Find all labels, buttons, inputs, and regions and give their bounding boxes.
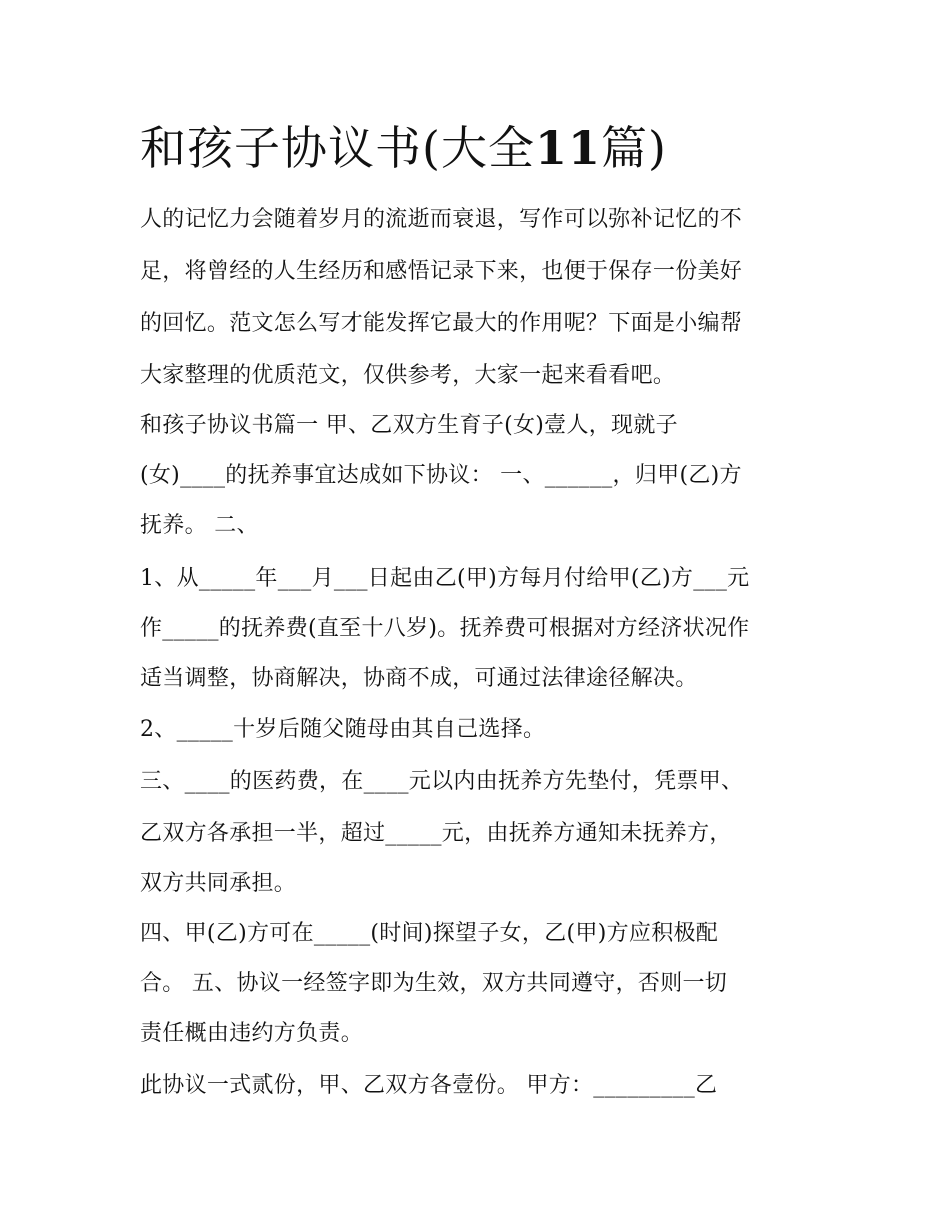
paragraph-line: (女)____的抚养事宜达成如下协议： 一、______，归甲(乙)方	[140, 463, 742, 488]
paragraph-line: 责任概由违约方负责。	[140, 1021, 364, 1046]
paragraph-line: 四、甲(乙)方可在_____(时间)探望子女，乙(甲)方应积极配	[140, 921, 719, 946]
paragraph-line: 人的记忆力会随着岁月的流逝而衰退，写作可以弥补记忆的不	[140, 207, 743, 232]
title-number: 11	[534, 121, 601, 175]
paragraph-line: 的回忆。范文怎么写才能发挥它最大的作用呢？下面是小编帮	[140, 311, 743, 336]
paragraph-line: 1、从_____年___月___日起由乙(甲)方每月付给甲(乙)方___元	[140, 566, 750, 591]
paragraph-line: 双方共同承担。	[140, 871, 297, 896]
paragraph-line: 乙双方各承担一半，超过_____元，由抚养方通知未抚养方，	[140, 821, 732, 846]
paragraph-line: 足，将曾经的人生经历和感悟记录下来，也便于保存一份美好	[140, 259, 743, 284]
paragraph-line: 三、____的医药费，在____元以内由抚养方先垫付，凭票甲、	[140, 769, 744, 794]
title-main: 和孩子协议书(大全	[140, 121, 535, 175]
title-end: 篇)	[600, 121, 667, 175]
paragraph-line: 抚养。 二、	[140, 513, 259, 538]
paragraph-line: 合。 五、协议一经签字即为生效，双方共同遵守，否则一切	[140, 971, 728, 996]
paragraph-line: 大家整理的优质范文，仅供参考，大家一起来看看吧。	[140, 363, 676, 388]
paragraph-line: 2、_____十岁后随父随母由其自己选择。	[140, 717, 546, 742]
paragraph-line: 作_____的抚养费(直至十八岁)。抚养费可根据对方经济状况作	[140, 616, 750, 641]
document-title	[140, 118, 667, 178]
paragraph-line: 和孩子协议书篇一 甲、乙双方生育子(女)壹人，现就子	[140, 413, 678, 438]
paragraph-line: 此协议一式贰份，甲、乙双方各壹份。 甲方：_________乙	[140, 1073, 718, 1098]
paragraph-line: 适当调整，协商解决，协商不成，可通过法律途径解决。	[140, 666, 698, 691]
